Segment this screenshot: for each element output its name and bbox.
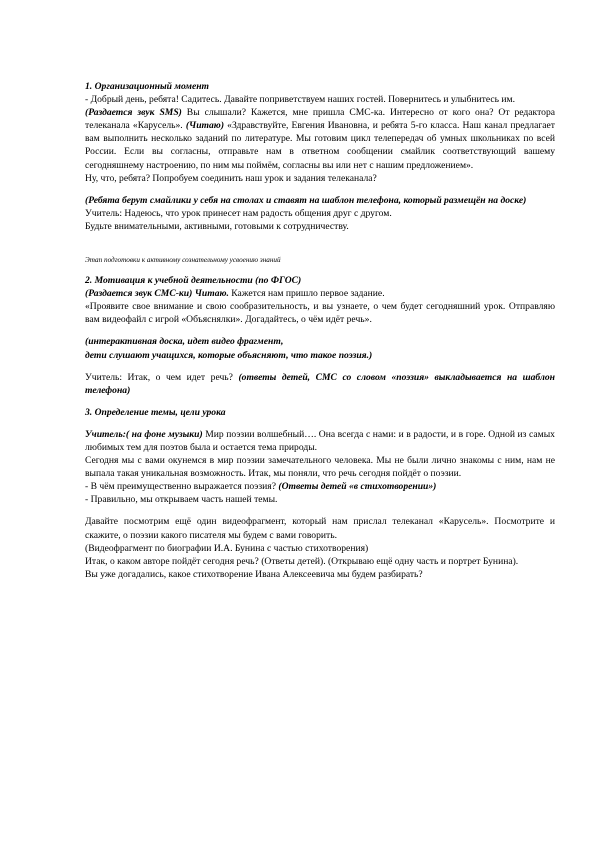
section-3-heading: 3. Определение темы, цели урока [85,406,226,418]
answers-note: (ответы детей, СМС со словом «поэзия» выкладывается на шаблон телефона) [85,371,555,396]
first-task-paragraph [85,287,555,300]
poem-question-paragraph: Вы уже догадались, какое стихотворение Ивана Алексеевича мы будем разбирать? [85,568,423,580]
children-listen-note: дети слушают учащихся, которые объясняют, что такое поэзия.) [85,349,373,361]
poetry-question-paragraph [85,480,555,493]
poetry-world-paragraph [85,428,555,454]
section-2-heading: 2. Мотивация к учебной деятельности (по ФГОС) [85,275,302,287]
what-about-text: Учитель: Итак, о чем идет речь? [85,371,239,383]
sms-paragraph [85,106,555,171]
smiley-stage-direction: (Ребята берут смайлики у себя на столах и ставят на шаблон телефона, который размещён на доске) [85,194,527,206]
first-task-text: Кажется нам пришло первое задание. [228,288,385,300]
correct-paragraph: - Правильно, мы открываем часть нашей темы. [85,494,278,506]
poetry-answer-note: (Ответы детей «в стихотворении») [278,481,437,493]
author-question-paragraph: Итак, о каком авторе пойдёт сегодня речь? (Ответы детей). (Открываю ещё одну часть и портрет Бунина). [85,555,519,567]
sms-stage-direction: (Раздается звук SMS) [85,107,182,119]
question-paragraph: Ну, что, ребята? Попробуем соединить наш урок и задания телеканала? [85,172,377,184]
be-attentive-paragraph: Будьте внимательными, активными, готовыми к сотрудничеству. [85,220,349,232]
video-task-paragraph: «Проявите свое внимание и свою сообразительность, и вы узнаете, о чем будет сегодняшний урок. Отправляю вам видеофайл с игрой «Объяснялки». Догадайтесь, о чём идёт речь». [85,301,555,326]
poetry-question-text: - В чём преимущественно выражается поэзия? [85,481,279,493]
teacher-hope-paragraph: Учитель: Надеюсь, что урок принесет нам радость общения друг с другом. [85,207,392,219]
bunin-video-note: (Видеофрагмент по биографии И.А. Бунина с частью стихотворения) [85,542,369,554]
greeting-paragraph: - Добрый день, ребята! Садитесь. Давайте поприветствуем наших гостей. Повернитесь и улыбнитесь им. [85,94,515,106]
interactive-board-note: (интерактивная доска, идет видео фрагмент, [85,336,284,348]
sms-text-b: «Здравствуйте, Евгения Ивановна, и ребята 5-го класса. Наш канал предлагает вам выполнить несколько заданий по литературе. Мы готовим цикл телепередач об умных школьниках по всей России. Если вы согласны, отправьте нам в ответном сообщении смайлик соответствующий вашему сегодняшнему настроению, по ним мы поймём, согласны вы или нет с нашим предложением». [85,120,555,171]
poetry-world-text: Мир поэзии волшебный…. Она всегда с нами: и в радости, и в горе. Одной из самых любимых тем для поэтов была и остается тема природы. [85,428,555,453]
dive-into-poetry-paragraph: Сегодня мы с вами окунемся в мир поэзии замечательного человека. Мы не были лично знакомы с ним, нам не выпала такая уникальная возможность. Итак, мы поняли, что речь сегодня пойдёт о поэзии. [85,455,555,480]
teacher-music-direction: Учитель:( на фоне музыки) [85,428,203,440]
another-video-paragraph: Давайте посмотрим ещё один видеофрагмент, который нам прислал телеканал «Карусель». Посмотрите и скажите, о поэзии какого писателя мы будем с вами говорить. [85,516,555,541]
what-about-paragraph [85,371,555,397]
section-1-heading: 1. Организационный момент [85,81,209,92]
stage-note: Этап подготовки к активному сознательному усвоению знаний [85,256,281,265]
read-direction: (Читаю) [185,120,225,132]
sms-text-a: Вы слышали? Кажется, мне пришла СМС-ка. Интересно от кого она? От редактора телеканала «Карусель». [85,107,555,132]
lesson-plan-text [85,80,555,581]
sms-read-direction: (Раздается звук СМС-ки) Читаю. [85,288,229,300]
